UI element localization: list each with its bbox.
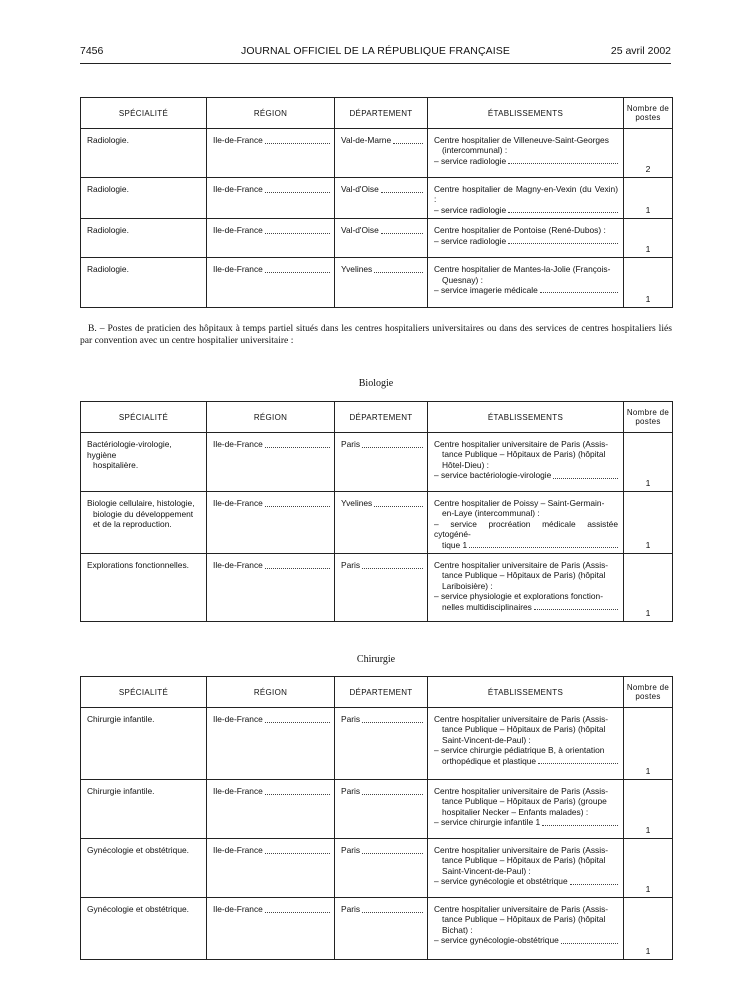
specialite-text: et de la reproduction.	[93, 519, 172, 530]
region-text: Ile-de-France	[213, 135, 263, 145]
col-header-nombre-postes: Nombre de postes	[624, 402, 673, 433]
col-header-specialite: SPÉCIALITÉ	[81, 98, 207, 129]
cell-nombre-postes	[624, 554, 673, 622]
table-row	[81, 219, 673, 258]
service-text: – service radiologie	[434, 235, 507, 246]
cell-nombre-postes	[624, 433, 673, 492]
departement-text: Val-d'Oise	[341, 184, 379, 194]
cell-region	[207, 433, 335, 492]
nombre-postes-value: 1	[645, 244, 651, 255]
departement-text: Yvelines	[341, 498, 373, 508]
cell-specialite	[81, 178, 207, 219]
cell-departement	[335, 780, 428, 839]
publication-date: 25 avril 2002	[610, 45, 671, 57]
col-header-specialite: SPÉCIALITÉ	[81, 677, 207, 708]
etablissement-text: tance Publique – Hôpitaux de Paris) (hôpital	[442, 914, 606, 925]
departement-text: Paris	[341, 439, 361, 449]
etablissement-text: Quesnay) :	[442, 274, 483, 285]
col-header-departement: DÉPARTEMENT	[335, 98, 428, 129]
table-row	[81, 258, 673, 308]
cell-etablissements	[428, 554, 624, 622]
cell-etablissements	[428, 258, 624, 308]
cell-nombre-postes	[624, 258, 673, 308]
specialite-text: Radiologie.	[87, 264, 129, 275]
nombre-postes-value: 1	[645, 608, 651, 619]
nombre-postes-value: 1	[645, 946, 651, 956]
region-text: Ile-de-France	[213, 560, 263, 571]
cell-region	[207, 839, 335, 898]
departement-text: Paris	[341, 904, 361, 914]
section-title-biologie: Biologie	[358, 378, 394, 389]
cell-region	[207, 219, 335, 258]
service-text: – service chirurgie infantile 1	[434, 817, 541, 828]
cell-nombre-postes	[624, 129, 673, 178]
cell-etablissements	[428, 178, 624, 219]
cell-region	[207, 554, 335, 622]
service-text: – service radiologie	[434, 155, 507, 166]
col-header-etablissements: ÉTABLISSEMENTS	[428, 677, 624, 708]
region-text: Ile-de-France	[213, 786, 263, 796]
region-text: Ile-de-France	[213, 225, 263, 236]
specialite-text: Gynécologie et obstétrique.	[87, 845, 189, 855]
etablissement-text: (intercommunal) :	[442, 145, 508, 156]
cell-nombre-postes	[624, 780, 673, 839]
etablissement-text: Centre hospitalier universitaire de Paris (Assis-	[434, 786, 609, 796]
etablissement-text: Bichat) :	[442, 924, 473, 935]
cell-specialite	[81, 780, 207, 839]
cell-specialite	[81, 258, 207, 308]
etablissement-text: hospitalier Necker – Enfants malades) :	[442, 806, 589, 817]
cell-region	[207, 780, 335, 839]
nombre-postes-value: 1	[645, 478, 651, 488]
cell-nombre-postes	[624, 898, 673, 960]
cell-specialite	[81, 492, 207, 554]
departement-text: Paris	[341, 845, 361, 855]
table-row	[81, 178, 673, 219]
cell-region	[207, 898, 335, 960]
cell-departement	[335, 839, 428, 898]
col-header-region: RÉGION	[207, 677, 335, 708]
specialite-text: Chirurgie infantile.	[87, 786, 155, 796]
service-text: nelles multidisciplinaires	[442, 601, 532, 612]
cell-departement	[335, 219, 428, 258]
cell-etablissements	[428, 708, 624, 780]
etablissement-text: – service chirurgie pédiatrique B, à orientation	[434, 745, 605, 756]
cell-etablissements	[428, 780, 624, 839]
specialite-text: biologie du développement	[93, 508, 194, 519]
cell-region	[207, 708, 335, 780]
table-row	[81, 492, 673, 554]
nombre-postes-value: 1	[645, 825, 651, 835]
cell-specialite	[81, 129, 207, 178]
etablissement-text: Centre hospitalier de Villeneuve-Saint-Georges	[434, 135, 609, 145]
cell-region	[207, 492, 335, 554]
region-text: Ile-de-France	[213, 498, 263, 508]
nombre-postes-value: 2	[645, 164, 651, 174]
cell-departement	[335, 129, 428, 178]
etablissement-text: en-Laye (intercommunal) :	[442, 508, 540, 519]
cell-departement	[335, 554, 428, 622]
cell-region	[207, 258, 335, 308]
cell-nombre-postes	[624, 219, 673, 258]
etablissement-text: tance Publique – Hôpitaux de Paris) (groupe	[442, 796, 607, 807]
cell-departement	[335, 898, 428, 960]
col-header-nombre-postes: Nombre de postes	[624, 98, 673, 129]
etablissement-text: Centre hospitalier universitaire de Paris (Assis-	[434, 904, 609, 914]
nombre-postes-value: 1	[645, 540, 651, 551]
cell-etablissements	[428, 129, 624, 178]
etablissement-text: Saint-Vincent-de-Paul) :	[442, 734, 531, 745]
cell-departement	[335, 258, 428, 308]
cell-specialite	[81, 219, 207, 258]
specialite-text: Gynécologie et obstétrique.	[87, 904, 189, 914]
col-header-etablissements: ÉTABLISSEMENTS	[428, 402, 624, 433]
region-text: Ile-de-France	[213, 184, 263, 194]
cell-nombre-postes	[624, 492, 673, 554]
region-text: Ile-de-France	[213, 904, 263, 914]
cell-region	[207, 178, 335, 219]
specialite-text: Radiologie.	[87, 225, 129, 236]
col-header-departement: DÉPARTEMENT	[335, 402, 428, 433]
nombre-postes-value: 1	[645, 294, 651, 305]
table-row	[81, 129, 673, 178]
service-text: tique 1	[442, 539, 468, 550]
etablissement-text: Centre hospitalier de Mantes-la-Jolie (François-	[434, 264, 611, 275]
etablissement-text: Centre hospitalier universitaire de Paris (Assis-	[434, 714, 609, 724]
cell-nombre-postes	[624, 708, 673, 780]
cell-specialite	[81, 839, 207, 898]
service-text: – service bactériologie-virologie	[434, 470, 552, 481]
etablissement-text: Saint-Vincent-de-Paul) :	[442, 865, 531, 876]
cell-specialite	[81, 554, 207, 622]
region-text: Ile-de-France	[213, 439, 263, 449]
nombre-postes-value: 1	[645, 766, 651, 776]
etablissement-text: Centre hospitalier de Magny-en-Vexin (du Vexin) :	[434, 184, 618, 205]
cell-specialite	[81, 898, 207, 960]
specialite-text: Radiologie.	[87, 135, 129, 145]
service-text: orthopédique et plastique	[442, 755, 537, 766]
specialite-text: Explorations fonctionnelles.	[87, 560, 189, 571]
chirurgie-table	[80, 676, 673, 960]
service-text: – service gynécologie-obstétrique	[434, 935, 559, 946]
cell-etablissements	[428, 219, 624, 258]
departement-text: Val-d'Oise	[341, 225, 379, 236]
table-row	[81, 780, 673, 839]
specialite-text: Biologie cellulaire, histologie,	[87, 498, 195, 508]
service-text: – service gynécologie et obstétrique	[434, 876, 568, 887]
service-text: – service radiologie	[434, 204, 507, 215]
etablissement-text: Lariboisière) :	[442, 580, 493, 591]
specialite-text: hospitalière.	[93, 460, 139, 471]
cell-departement	[335, 178, 428, 219]
table-row	[81, 898, 673, 960]
biologie-table	[80, 401, 673, 622]
col-header-specialite: SPÉCIALITÉ	[81, 402, 207, 433]
section-b-note: B. – Postes de praticien des hôpitaux à temps partiel situés dans les centres hospitaliers universitaires ou dans des services de centres hospitaliers liés par convention avec un centre hospitalier universitaire :	[80, 323, 672, 346]
region-text: Ile-de-France	[213, 264, 263, 275]
cell-region	[207, 129, 335, 178]
table-row	[81, 708, 673, 780]
page-header	[80, 41, 671, 64]
departement-text: Paris	[341, 786, 361, 796]
table-row	[81, 433, 673, 492]
etablissement-text: tance Publique – Hôpitaux de Paris) (hôpital	[442, 570, 606, 581]
etablissement-text: tance Publique – Hôpitaux de Paris) (hôpital	[442, 855, 606, 866]
page-number: 7456	[80, 45, 104, 57]
cell-departement	[335, 708, 428, 780]
specialite-text: Radiologie.	[87, 184, 129, 194]
etablissement-text: tance Publique – Hôpitaux de Paris) (hôpital	[442, 449, 606, 460]
cell-etablissements	[428, 898, 624, 960]
radiologie-table	[80, 97, 673, 308]
etablissement-text: Hôtel-Dieu) :	[442, 459, 490, 470]
departement-text: Yvelines	[341, 264, 373, 275]
etablissement-text: – service physiologie et explorations fonction-	[434, 591, 603, 602]
cell-etablissements	[428, 492, 624, 554]
etablissement-text: – service procréation médicale assistée cytogéné-	[434, 518, 618, 540]
etablissement-text: Centre hospitalier universitaire de Paris (Assis-	[434, 560, 609, 571]
col-header-departement: DÉPARTEMENT	[335, 677, 428, 708]
col-header-etablissements: ÉTABLISSEMENTS	[428, 98, 624, 129]
etablissement-text: Centre hospitalier universitaire de Paris (Assis-	[434, 845, 609, 855]
cell-departement	[335, 492, 428, 554]
cell-nombre-postes	[624, 839, 673, 898]
cell-specialite	[81, 708, 207, 780]
journal-title: JOURNAL OFFICIEL DE LA RÉPUBLIQUE FRANÇAISE	[241, 45, 510, 57]
departement-text: Val-de-Marne	[341, 135, 392, 145]
departement-text: Paris	[341, 714, 361, 724]
specialite-text: Bactériologie-virologie, hygiène	[87, 439, 172, 460]
col-header-nombre-postes: Nombre de postes	[624, 677, 673, 708]
table-row	[81, 554, 673, 622]
nombre-postes-value: 1	[645, 205, 651, 216]
section-title-chirurgie: Chirurgie	[356, 654, 396, 665]
departement-text: Paris	[341, 560, 361, 571]
cell-etablissements	[428, 433, 624, 492]
nombre-postes-value: 1	[645, 884, 651, 894]
etablissement-text: Centre hospitalier de Pontoise (René-Dubos) :	[434, 225, 606, 236]
cell-departement	[335, 433, 428, 492]
cell-specialite	[81, 433, 207, 492]
etablissement-text: Centre hospitalier universitaire de Paris (Assis-	[434, 439, 609, 449]
col-header-region: RÉGION	[207, 98, 335, 129]
region-text: Ile-de-France	[213, 714, 263, 724]
etablissement-text: tance Publique – Hôpitaux de Paris) (hôpital	[442, 724, 606, 735]
col-header-region: RÉGION	[207, 402, 335, 433]
cell-nombre-postes	[624, 178, 673, 219]
etablissement-text: Centre hospitalier de Poissy – Saint-Germain-	[434, 498, 605, 508]
cell-etablissements	[428, 839, 624, 898]
table-row	[81, 839, 673, 898]
specialite-text: Chirurgie infantile.	[87, 714, 155, 724]
service-text: – service imagerie médicale	[434, 285, 538, 296]
region-text: Ile-de-France	[213, 845, 263, 855]
